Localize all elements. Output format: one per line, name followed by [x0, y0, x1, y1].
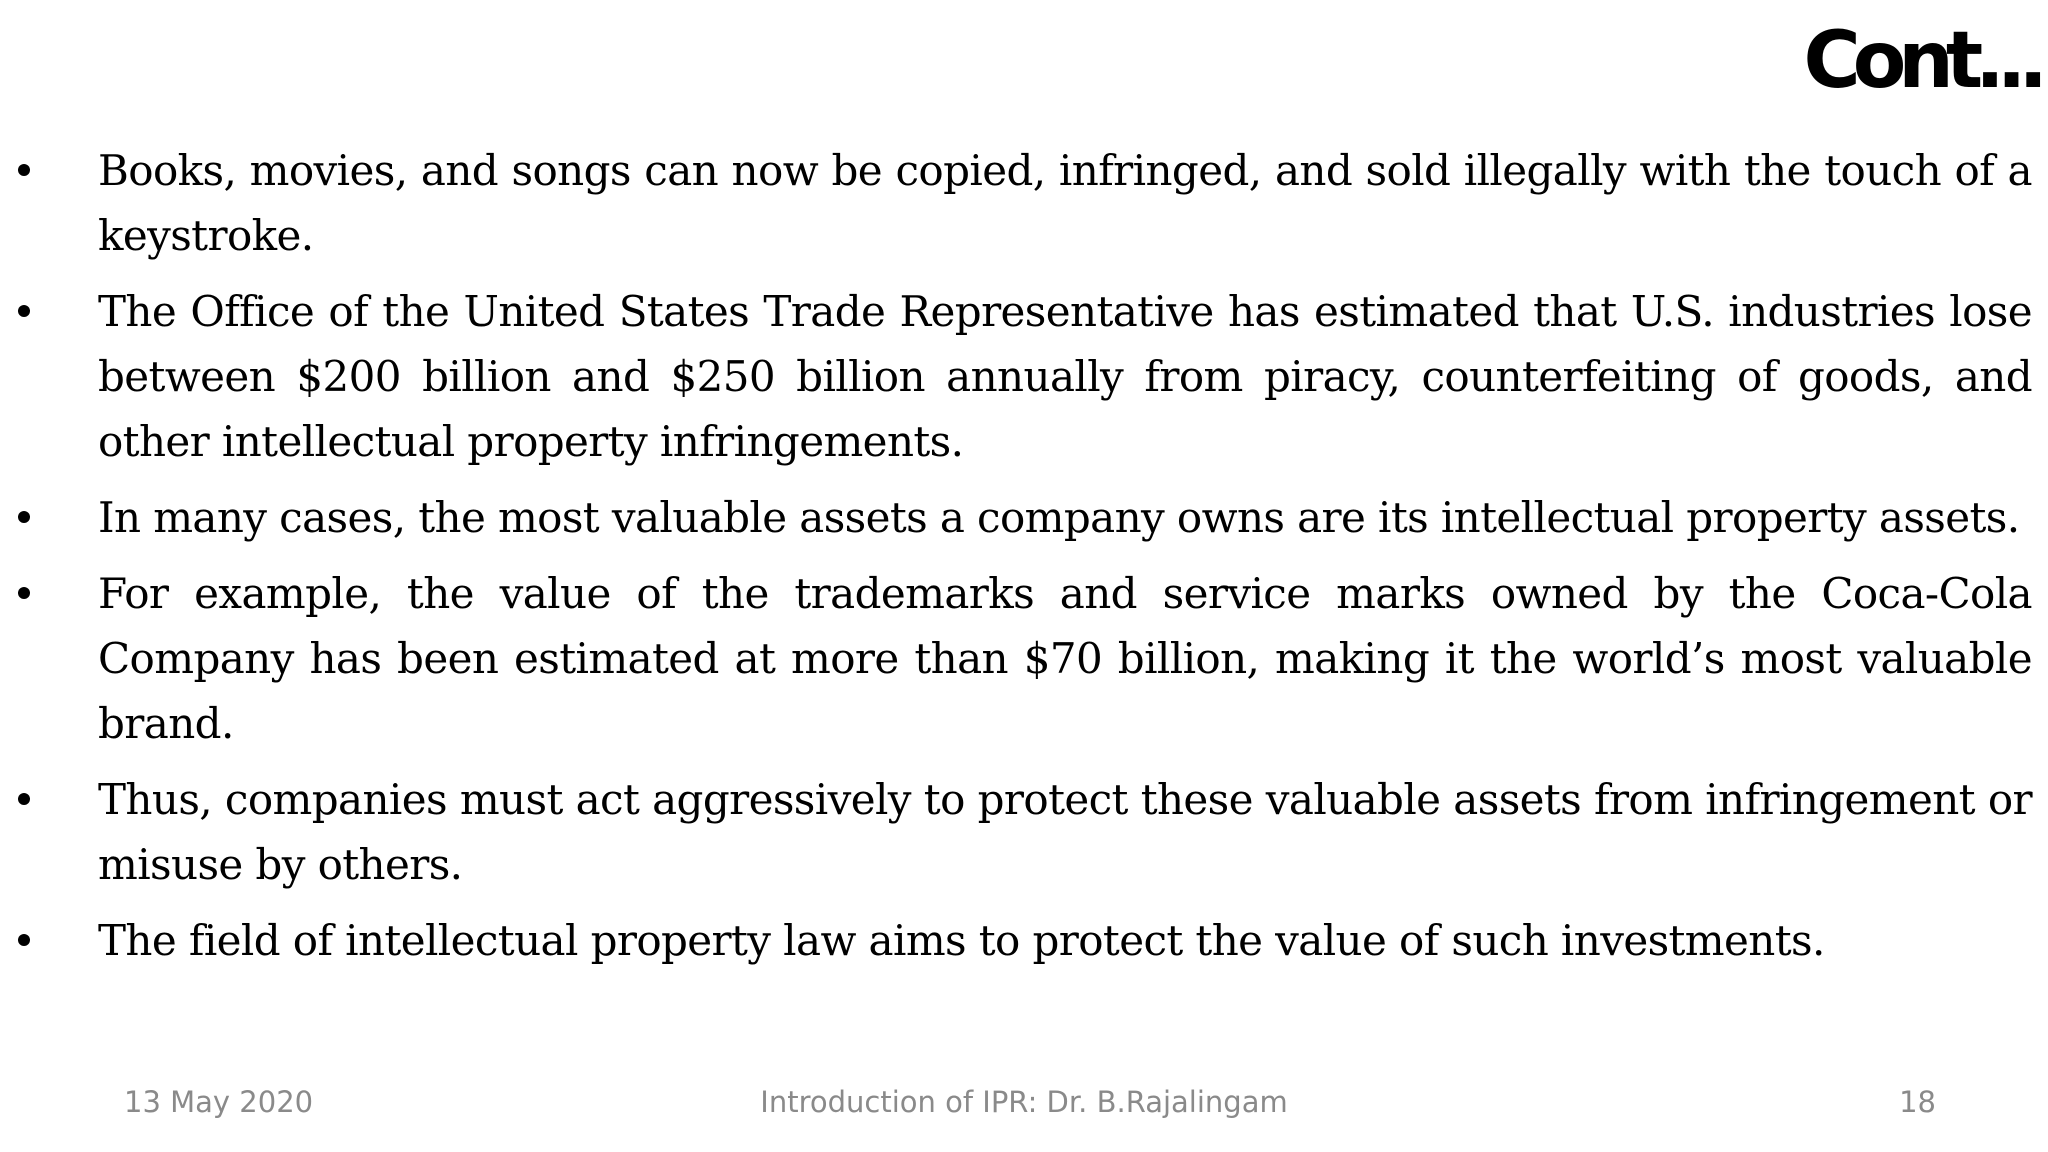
page-number: 18 [1899, 1085, 1936, 1119]
bullet-text: For example, the value of the trademarks and service marks owned by the Coca-Cola Company has been estimated at more than $70 billion, making it the world’s most valuable brand. [98, 569, 2032, 748]
slide-title: Cont... [1803, 16, 2040, 106]
bullet-dot-icon [18, 164, 30, 176]
bullet-dot-icon [18, 305, 30, 317]
bullet-item [18, 561, 2032, 756]
bullet-dot-icon [18, 934, 30, 946]
bullet-item [18, 908, 2032, 973]
bullet-text: The field of intellectual property law aims to protect the value of such investments. [98, 916, 1825, 965]
bullet-dot-icon [18, 793, 30, 805]
bullet-dot-icon [18, 587, 30, 599]
bullet-item [18, 767, 2032, 897]
footer-title: Introduction of IPR: Dr. B.Rajalingam [760, 1085, 1288, 1119]
bullet-item [18, 138, 2032, 268]
bullet-text: In many cases, the most valuable assets a company owns are its intellectual property assets. [98, 493, 2020, 542]
bullet-text: The Office of the United States Trade Representative has estimated that U.S. industries lose between $200 billion and $250 billion annually from piracy, counterfeiting of goods, and other intellectual property infringements. [98, 287, 2032, 466]
footer-date: 13 May 2020 [124, 1085, 314, 1119]
bullet-text: Thus, companies must act aggressively to protect these valuable assets from infringement or misuse by others. [98, 775, 2032, 889]
bullet-text: Books, movies, and songs can now be copied, infringed, and sold illegally with the touch of a keystroke. [98, 146, 2032, 260]
bullet-list [18, 138, 2032, 984]
bullet-item [18, 485, 2032, 550]
bullet-item [18, 279, 2032, 474]
bullet-dot-icon [18, 511, 30, 523]
